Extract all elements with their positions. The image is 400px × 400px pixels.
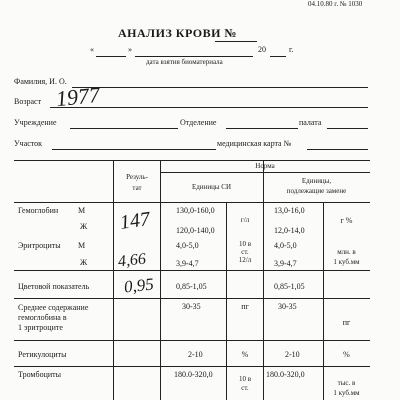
hemoglobin-si-f: 120,0-140,0 [176,226,215,235]
hemoglobin-si-unit: г/л [240,216,250,224]
year-prefix: 20 [258,45,266,54]
hemoglobin-old-f: 12,0-14,0 [274,226,305,235]
ward-line [327,128,368,129]
platelets-old: 180.0-320,0 [266,370,305,379]
col-divider-old-unit [323,202,324,400]
department-label: Отделение [180,118,217,127]
reticulocytes-old: 2-10 [285,350,300,359]
norm-header-divider [160,172,370,173]
color-index-old: 0,85-1,05 [274,282,305,291]
mch-si: 30-35 [182,302,201,311]
col-divider-si-unit [226,202,227,400]
date-close-quote: » [128,45,132,54]
reticulocytes-si: 2-10 [188,350,203,359]
department-line [226,128,298,129]
institution-label: Учреждение [14,118,57,127]
med-card-line [307,149,368,150]
form-code: 04.10.80 г. № 1030 [308,0,363,8]
district-label: Участок [14,139,43,148]
ward-label: палата [299,118,322,127]
col-divider-result [160,160,161,400]
med-card-label: медицинская карта № [217,139,292,148]
date-open-quote: « [90,45,94,54]
surname-line [72,87,368,88]
erythrocytes-old-unit: млн. в 1 куб.мм [333,248,360,266]
hemoglobin-result: 147 [118,208,152,234]
platelets-label: Тромбоциты [18,370,61,379]
row-divider-1 [14,270,370,271]
year-suffix: г. [289,45,294,54]
color-index-si: 0,85-1,05 [176,282,207,291]
erythrocytes-m: М [78,241,86,250]
erythrocytes-si-m: 4,0-5,0 [176,241,199,250]
age-handwritten: 1977 [54,81,102,112]
col-divider-label [113,160,114,400]
platelets-si: 180.0-320,0 [174,370,213,379]
reticulocytes-si-unit: % [241,350,249,359]
date-caption: дата взятия биоматериала [146,58,223,66]
surname-label: Фамилия, И. О. [14,77,67,86]
mch-si-unit: пг [241,302,249,311]
row-divider-4 [14,366,370,367]
erythrocytes-old-m: 4,0-5,0 [274,241,297,250]
institution-line [70,128,178,129]
page-title: АНАЛИЗ КРОВИ № [118,26,237,40]
reticulocytes-old-unit: % [343,350,350,359]
header-norm: Норма [255,162,275,170]
hemoglobin-label: Гемоглобин [18,206,59,215]
analysis-number-line [215,41,257,42]
day-line [96,56,126,57]
hemoglobin-f: Ж [80,222,88,231]
header-si-units: Единицы СИ [192,183,231,191]
hemoglobin-old-m: 13,0-16,0 [274,206,305,215]
mch-old-unit: пг [342,318,351,327]
age-label: Возраст [14,97,42,106]
table-top-border [14,160,370,161]
erythrocytes-f: Ж [80,258,88,267]
row-divider-3 [14,340,370,341]
row-divider-2 [14,298,370,299]
hemoglobin-m: М [78,206,86,215]
mch-old: 30-35 [278,302,297,311]
year-line [270,56,286,57]
platelets-old-unit: тыс. в 1 куб.мм [333,379,360,397]
col-divider-norm [263,160,264,400]
erythrocytes-si-f: 3,9-4,7 [176,259,199,268]
mch-label: Среднее содержание гемоглобина в 1 эритроците [18,303,89,332]
erythrocytes-si-unit: 10 в ст. 12/л [238,240,252,264]
erythrocytes-result: 4,66 [117,250,147,271]
header-result: Резуль- тат [126,173,148,192]
header-bottom-border [14,202,370,203]
hemoglobin-si-m: 130,0-160,0 [176,206,215,215]
header-legacy-units: Единицы, подлежащие замене [286,177,347,195]
erythrocytes-old-f: 3,9-4,7 [274,259,297,268]
platelets-si-unit: 10 в ст. [238,375,252,392]
erythrocytes-label: Эритроциты [18,241,61,250]
reticulocytes-label: Ретикулоциты [18,350,67,359]
color-index-label: Цветовой показатель [18,282,90,291]
district-line [52,149,216,150]
hemoglobin-old-unit: г % [340,216,353,225]
color-index-result: 0,95 [123,274,155,297]
month-line [135,56,253,57]
